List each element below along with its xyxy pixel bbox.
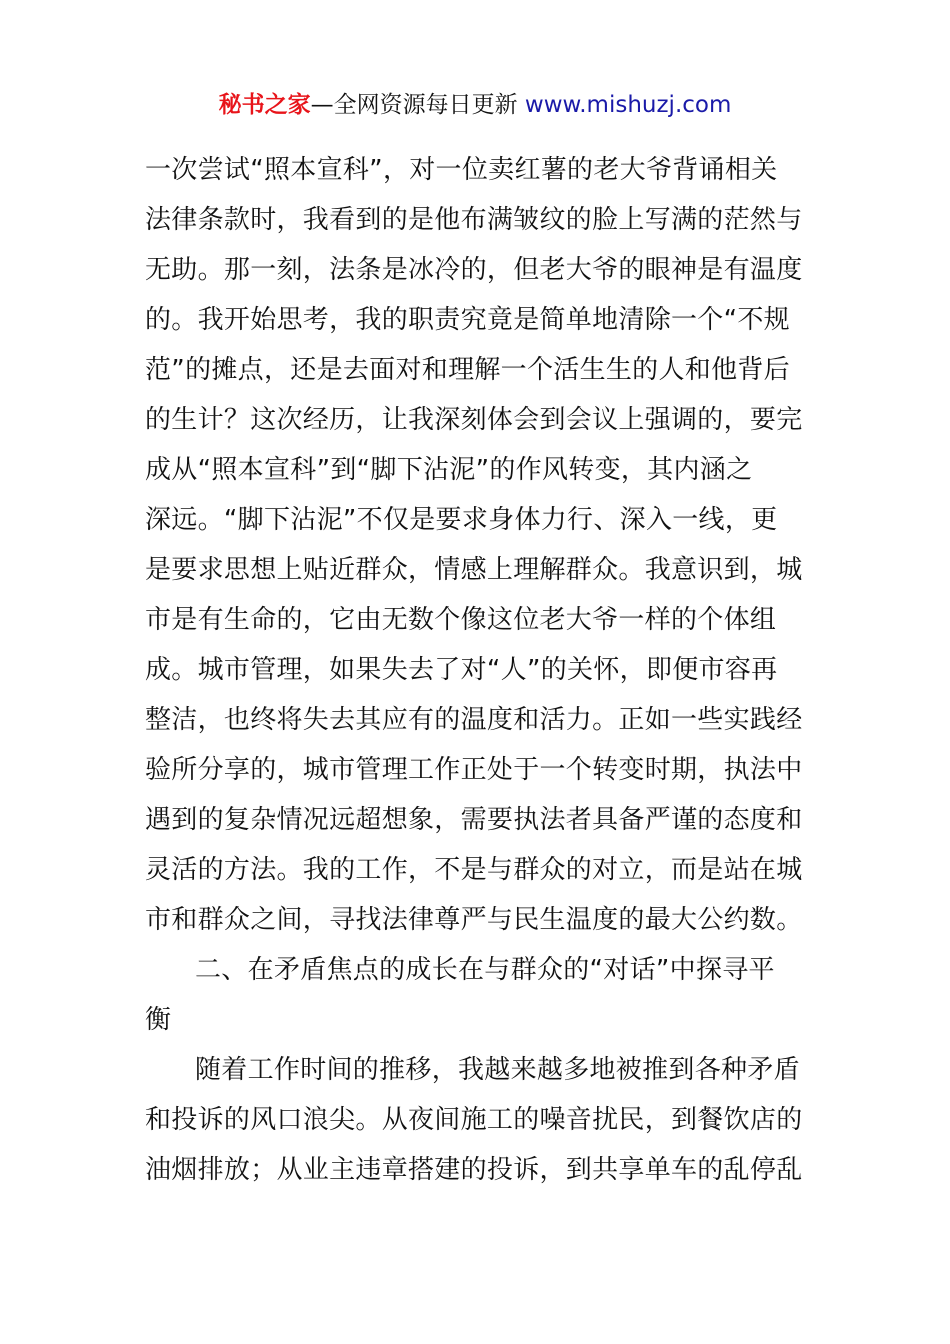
- text-line: 一次尝试“照本宣科”，对一位卖红薯的老大爷背诵相关: [145, 155, 778, 185]
- text-line: 是要求思想上贴近群众，情感上理解群众。我意识到，城: [145, 555, 803, 585]
- text-line: 市是有生命的，它由无数个像这位老大爷一样的个体组: [145, 605, 777, 635]
- text-line: 的。我开始思考，我的职责究竟是简单地清除一个“不规: [145, 305, 790, 335]
- text-line: 成。城市管理，如果失去了对“人”的关怀，即便市容再: [145, 655, 778, 685]
- text-line: 深远。“脚下沾泥”不仅是要求身体力行、深入一线，更: [145, 505, 778, 535]
- text-line: 油烟排放；从业主违章搭建的投诉，到共享单车的乱停乱: [145, 1155, 803, 1185]
- text-line: 整洁，也终将失去其应有的温度和活力。正如一些实践经: [145, 705, 803, 735]
- text-line: 遇到的复杂情况远超想象，需要执法者具备严谨的态度和: [145, 805, 803, 835]
- header-url[interactable]: www.mishuzj.com: [524, 92, 732, 118]
- paragraph-first-line: 随着工作时间的推移，我越来越多地被推到各种矛盾: [195, 1055, 800, 1085]
- header-slogan: —全网资源每日更新: [310, 92, 525, 118]
- text-line: 范”的摊点，还是去面对和理解一个活生生的人和他背后: [145, 355, 790, 385]
- document-body: [145, 145, 817, 1195]
- text-line: 和投诉的风口浪尖。从夜间施工的噪音扰民，到餐饮店的: [145, 1105, 803, 1135]
- text-line: 验所分享的，城市管理工作正处于一个转变时期，执法中: [145, 755, 803, 785]
- section-heading: 二、在矛盾焦点的成长在与群众的“对话”中探寻平: [195, 955, 775, 985]
- brand-name: 秘书之家: [218, 92, 311, 118]
- text-line: 市和群众之间，寻找法律尊严与民生温度的最大公约数。: [145, 905, 803, 935]
- page-header: [0, 88, 950, 122]
- text-line: 灵活的方法。我的工作，不是与群众的对立，而是站在城: [145, 855, 803, 885]
- text-line: 法律条款时，我看到的是他布满皱纹的脸上写满的茫然与: [145, 205, 803, 235]
- text-line: 成从“照本宣科”到“脚下沾泥”的作风转变，其内涵之: [145, 455, 753, 485]
- text-line: 的生计？这次经历，让我深刻体会到会议上强调的，要完: [145, 405, 803, 435]
- section-heading-continued: 衡: [145, 1005, 172, 1035]
- text-line: 无助。那一刻，法条是冰冷的，但老大爷的眼神是有温度: [145, 255, 803, 285]
